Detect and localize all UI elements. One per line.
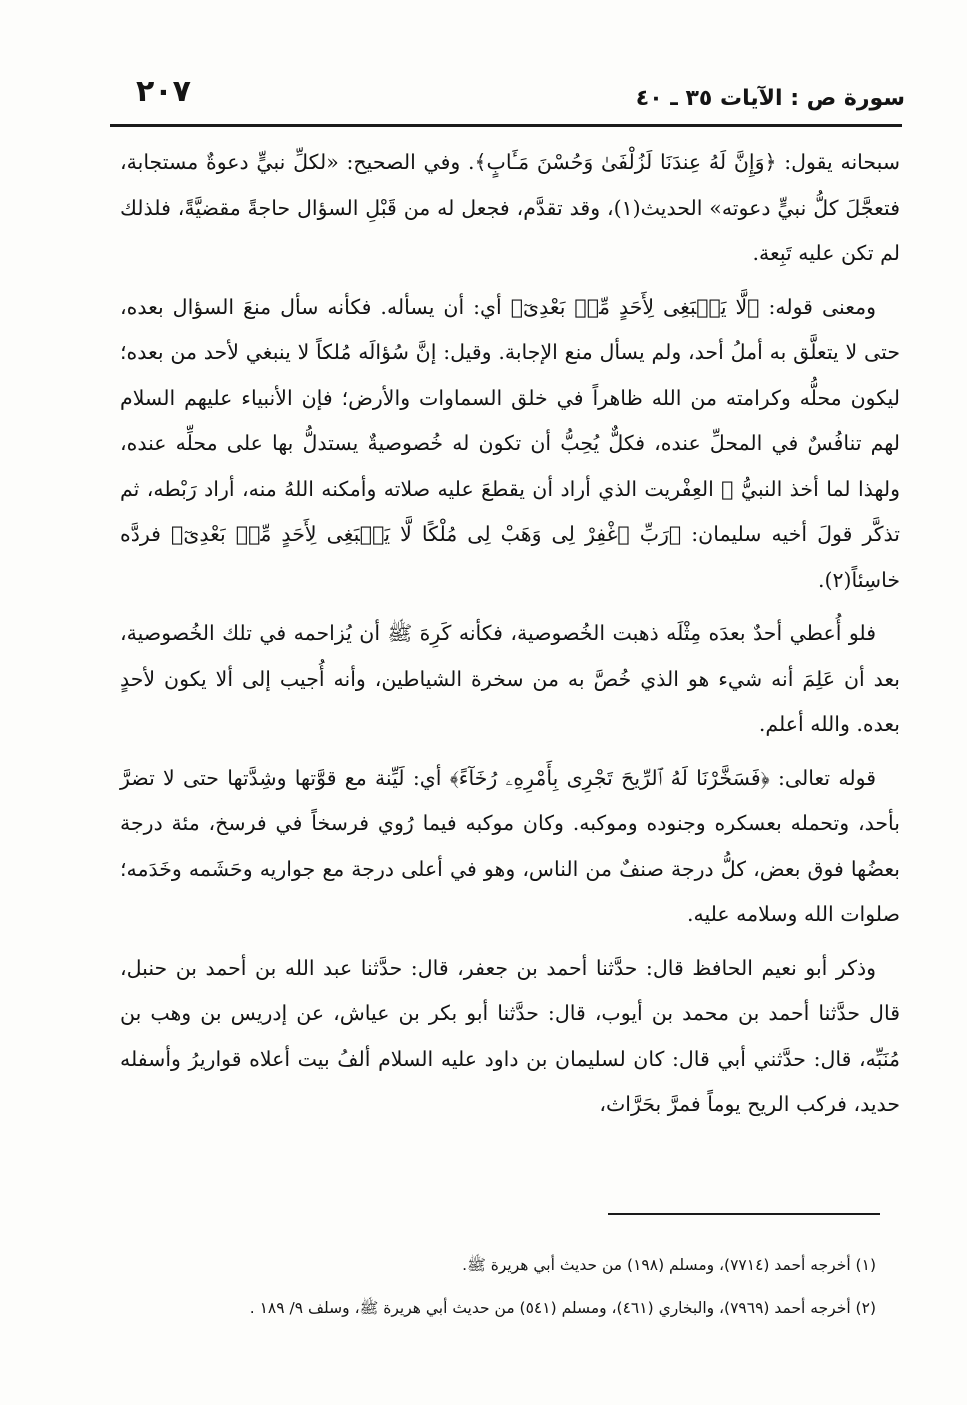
main-text bbox=[120, 140, 900, 1136]
paragraph: قوله تعالى: ﴿فَسَخَّرْنَا لَهُ ٱلرِّيحَ تَجْرِى بِأَمْرِهِۦ رُخَآءً﴾ أي: لَيِّنة مع قوَّتها وشِدَّتها حتى لا تضرَّ بأحد، وتحمله بعسكره وجنوده وموكبه. وكان موكبه فيما رُوي فرسخاً في فرسخ، مئة درجة بعضُها فوق بعض، كلُّ درجة صنفٌ من الناس، وهو في أعلى درجة مع جواريه وحَشَمه وخَدَمه؛ صلوات الله وسلامه عليه. bbox=[120, 765, 900, 926]
page-number: ٢٠٧ bbox=[136, 74, 191, 109]
footnote-separator bbox=[608, 1213, 880, 1215]
header-rule bbox=[110, 124, 902, 127]
paragraph: فلو أُعطي أحدٌ بعدَه مِثْلَه ذهبت الخُصوصية، فكأنه كَرِهَ ﷺ أن يُزاحمه في تلك الخُصوصية، بعد أن عَلِمَ أنه شيء هو الذي خُصَّ به من سخرة الشياطين، وأنه أُجيب إلى ألا يكون لأحدٍ بعده. والله أعلم. bbox=[120, 621, 900, 736]
paragraph: وذكر أبو نعيم الحافظ قال: حدَّثنا أحمد بن جعفر، قال: حدَّثنا عبد الله بن أحمد بن حنبل، قال حدَّثنا أحمد بن محمد بن أيوب، قال: حدَّثنا أبو بكر بن عياش، عن إدريس بن وهب بن مُنَبِّه، قال: حدَّثني أبي قال: كان لسليمان بن داود عليه السلام ألفُ بيت أعلاه قواريرُ وأسفله حديد، فركب الريح يوماً فمرَّ بحَرَّاث، bbox=[120, 955, 900, 1116]
footnote: (٢) أخرجه أحمد (٧٩٦٩)، والبخاري (٤٦١)، ومسلم (٥٤١) من حديث أبي هريرة ﷺ، وسلف ٩/ ١٨٩ . bbox=[249, 1299, 876, 1317]
footnotes bbox=[100, 1244, 876, 1330]
footnote: (١) أخرجه أحمد (٧٧١٤)، ومسلم (١٩٨) من حديث أبي هريرة ﷺ. bbox=[462, 1256, 876, 1274]
running-head-title: سورة ص : الآيات ٣٥ ـ ٤٠ bbox=[635, 86, 905, 111]
page-header bbox=[118, 72, 905, 122]
paragraph: سبحانه يقول: ﴿وَإِنَّ لَهُ عِندَنَا لَزُلْفَىٰ وَحُسْنَ مَـَٔابٍ﴾. وفي الصحيح: «لكلِّ نبيٍّ دعوةٌ مستجابة، فتعجَّلَ كلُّ نبيٍّ دعوته» الحديث(١)، وقد تقدَّم، فجعل له من قَبْلِ السؤال حاجةً مقضيَّةً، فلذلك لم تكن عليه تَبِعة. bbox=[120, 150, 901, 265]
paragraph: ومعنى قوله: ﴿لَّا يَنۢبَغِى لِأَحَدٍ مِّنۢ بَعْدِىٓ﴾ أي: أن يسأله. فكأنه سأل منعَ السؤال بعده، حتى لا يتعلَّق به أملُ أحد، ولم يسأل منع الإجابة. وقيل: إنَّ سُؤالَه مُلكاً لا ينبغي لأحد من بعده؛ ليكون محلُّه وكرامته من الله ظاهراً في خلق السماوات والأرض؛ فإن الأنبياء عليهم السلام لهم تنافُسٌ في المحلِّ عنده، فكلٌّ يُحِبُّ أن تكون له خُصوصيةٌ يستدلُّ بها على محلِّه عنده، ولهذا لما أخذ النبيُّ ﷺ العِفْريت الذي أراد أن يقطعَ عليه صلاته وأمكنه اللهُ منه، أراد رَبْطه، ثم تذكَّر قولَ أخيه سليمان: ﴿رَبِّ ٱغْفِرْ لِى وَهَبْ لِى مُلْكًا لَّا يَنۢبَغِى لِأَحَدٍ مِّنۢ بَعْدِىٓ﴾ فردَّه خاسِئاً(٢). bbox=[120, 294, 900, 592]
